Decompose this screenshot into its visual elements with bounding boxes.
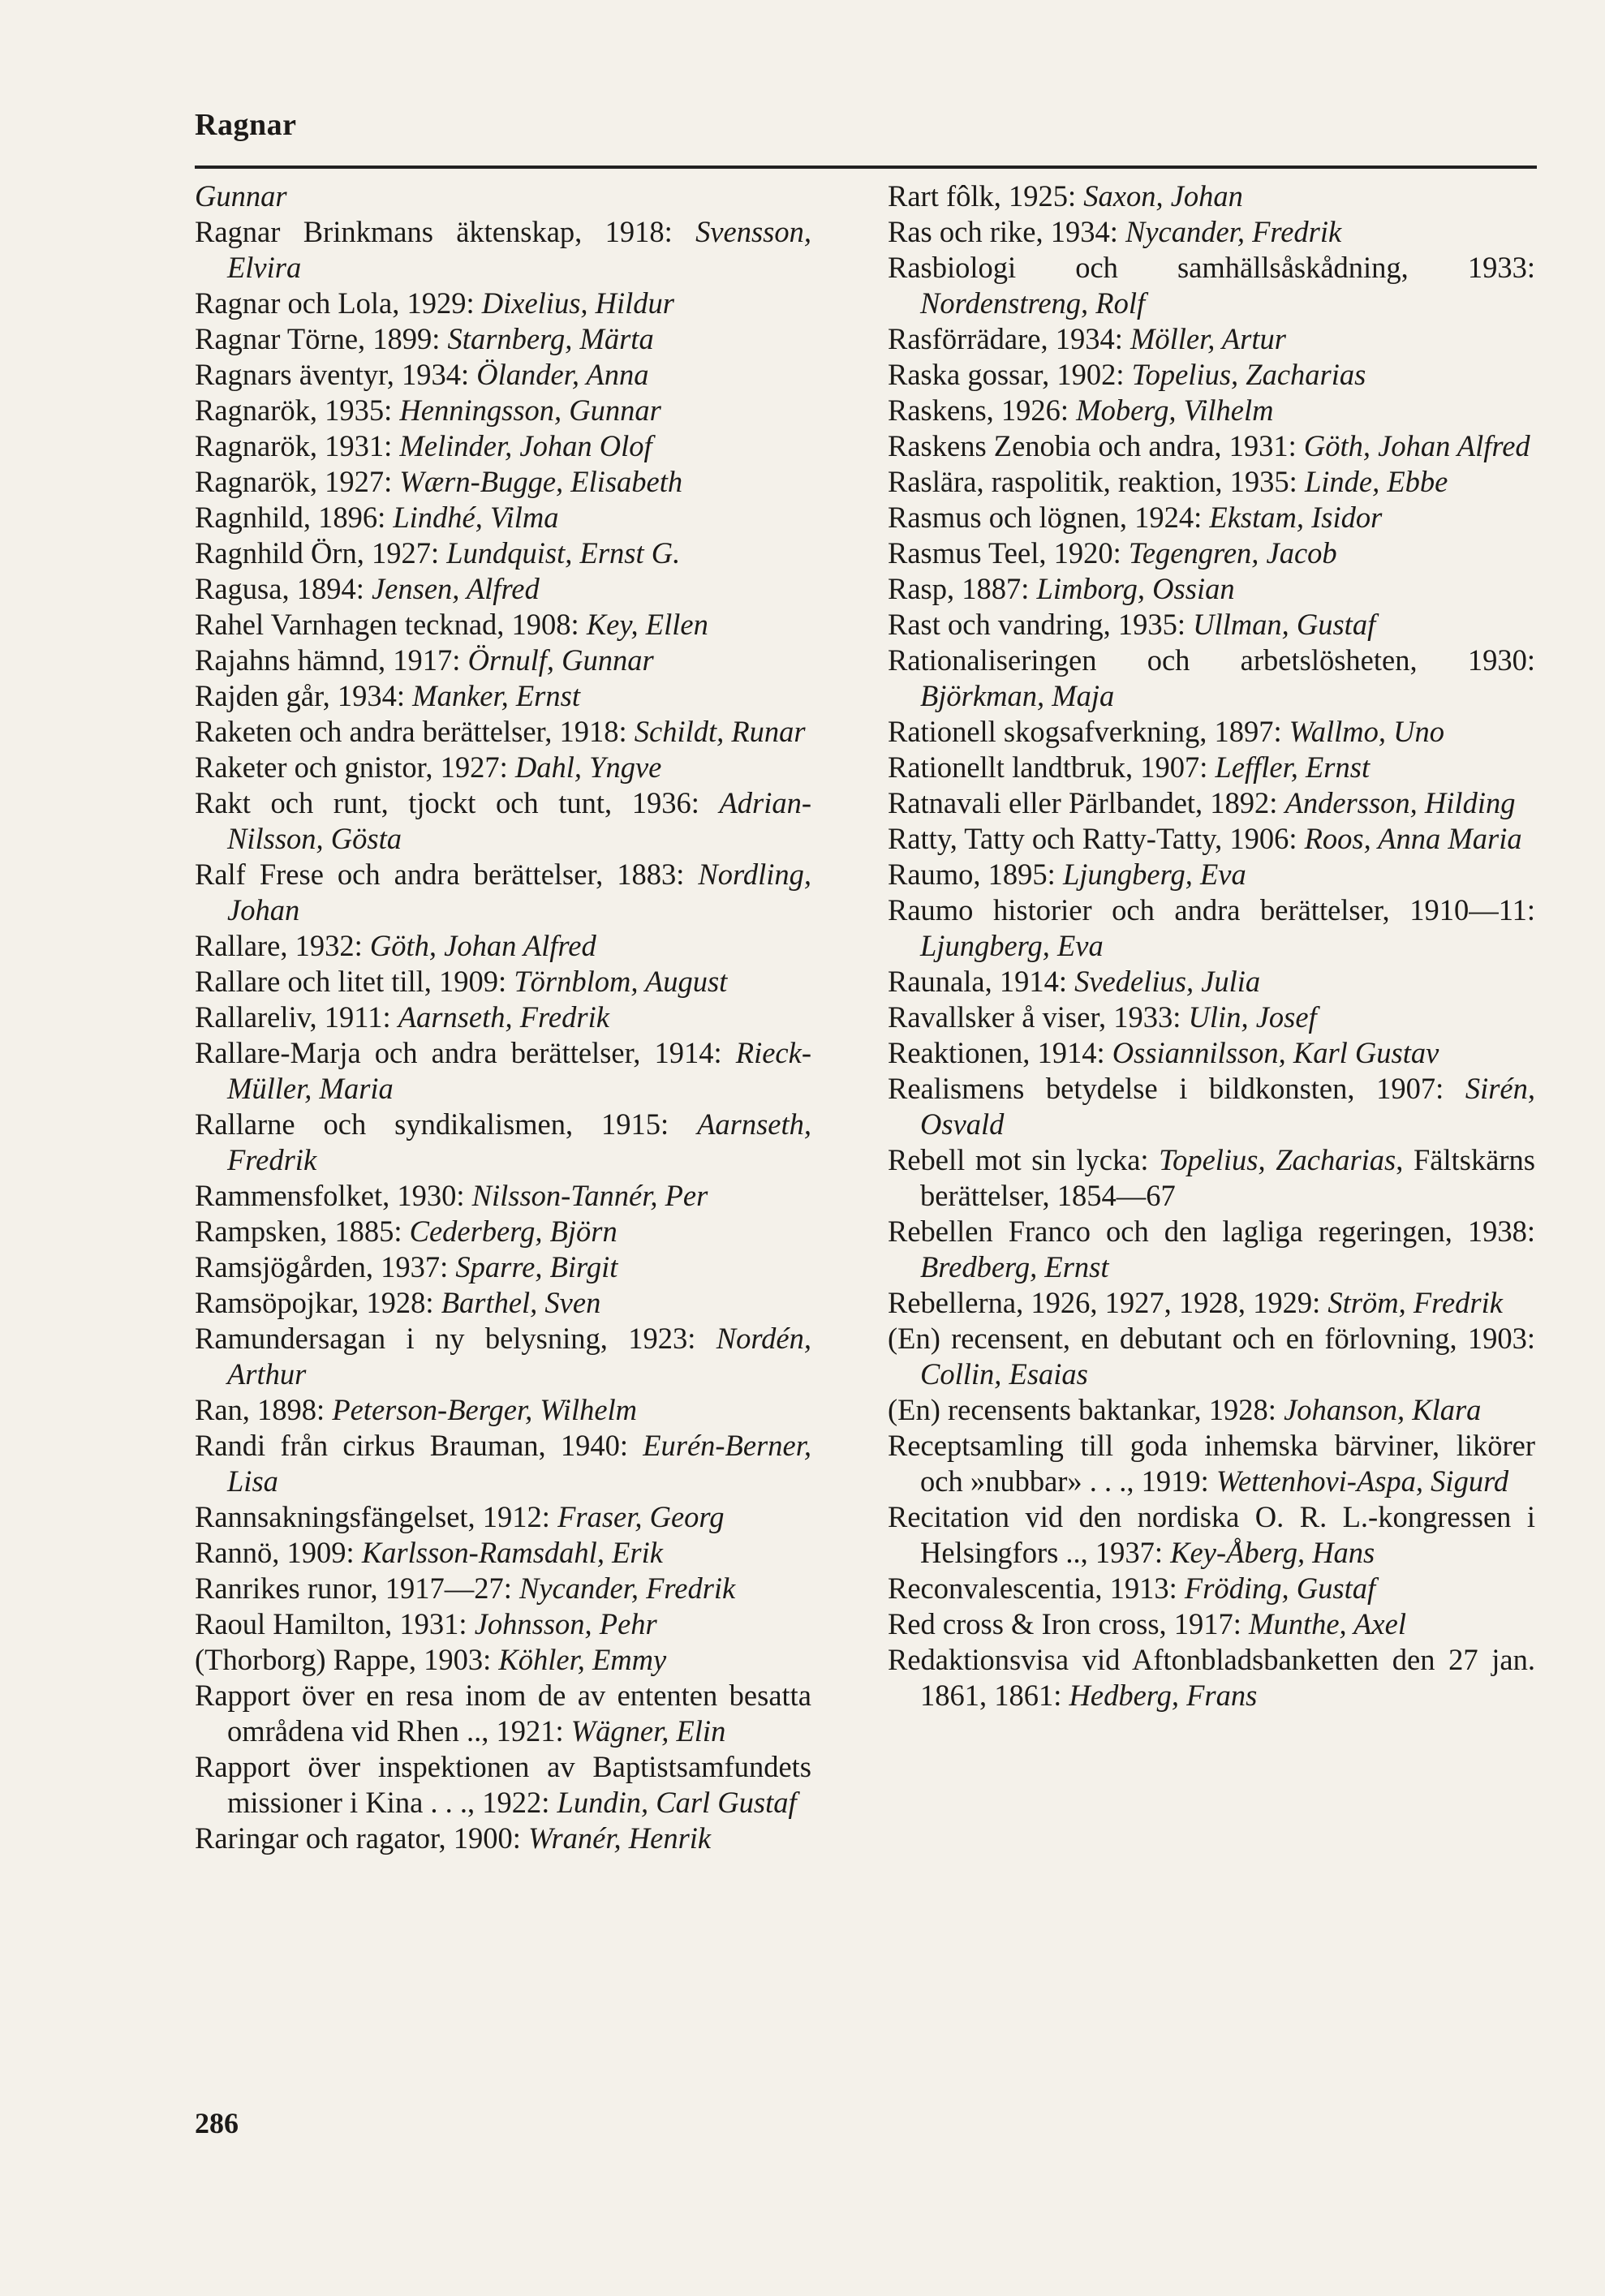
catalog-entry <box>195 1321 811 1392</box>
entry-title: Receptsamling till goda inhemska bärviner, likörer och »nubbar» . . ., 1919: <box>888 1429 1535 1498</box>
entry-title: Rasp, 1887: <box>888 572 1037 605</box>
entry-author: Ölander, Anna <box>476 358 649 391</box>
entry-title: Rasmus och lögnen, 1924: <box>888 501 1210 534</box>
catalog-entry <box>195 1606 811 1642</box>
entry-title: Ramsöpojkar, 1928: <box>195 1286 441 1319</box>
catalog-entry <box>195 1392 811 1428</box>
entry-author: Rieck-Müller, Maria <box>227 1036 811 1105</box>
entry-author: Barthel, Sven <box>441 1286 601 1319</box>
catalog-entry <box>888 1642 1535 1713</box>
entry-title: Rationellt landtbruk, 1907: <box>888 750 1216 784</box>
entry-title: Ratnavali eller Pärlbandet, 1892: <box>888 786 1285 819</box>
catalog-entry <box>195 1035 811 1107</box>
catalog-entry <box>195 1214 811 1249</box>
entry-title: Rakt och runt, tjockt och tunt, 1936: <box>195 786 720 819</box>
catalog-entry <box>195 714 811 750</box>
catalog-entry <box>195 607 811 643</box>
catalog-entry <box>888 1071 1535 1142</box>
catalog-entry <box>195 393 811 428</box>
entry-title: Raketen och andra berättelser, 1918: <box>195 715 635 748</box>
catalog-entry <box>195 750 811 785</box>
catalog-entry <box>195 1642 811 1678</box>
entry-title: Rallare, 1932: <box>195 929 370 962</box>
entry-title: Ramsjögården, 1937: <box>195 1250 456 1283</box>
entry-author: Jensen, Alfred <box>371 572 540 605</box>
entry-title: Ragnhild Örn, 1927: <box>195 536 447 570</box>
entry-author: Munthe, Axel <box>1249 1607 1406 1640</box>
catalog-entry <box>888 178 1535 214</box>
catalog-entry <box>888 892 1535 964</box>
catalog-entry <box>195 1249 811 1285</box>
entry-title: Redaktionsvisa vid Aftonbladsbanketten den 27 jan. 1861, 1861: <box>888 1643 1535 1712</box>
entry-title: Recitation vid den nordiska O. R. L.-kongressen i Helsingfors .., 1937: <box>888 1500 1535 1569</box>
entry-title: Rallareliv, 1911: <box>195 1000 398 1034</box>
entry-author: Sparre, Birgit <box>455 1250 618 1283</box>
catalog-entry <box>195 464 811 500</box>
entry-author: Nordenstreng, Rolf <box>920 286 1146 320</box>
catalog-entry <box>888 1035 1535 1071</box>
catalog-entry <box>195 500 811 535</box>
entry-title: Rapport över inspektionen av Baptistsamfundets missioner i Kina . . ., 1922: <box>195 1750 811 1819</box>
entry-author: Linde, Ebbe <box>1304 465 1448 498</box>
entry-author: Johanson, Klara <box>1284 1393 1482 1426</box>
entry-title: Ralf Frese och andra berättelser, 1883: <box>195 858 699 891</box>
catalog-entry <box>195 928 811 964</box>
catalog-entry <box>195 1749 811 1821</box>
catalog-entry <box>888 1321 1535 1392</box>
entry-author: Starnberg, Märta <box>447 322 654 355</box>
catalog-entry <box>888 393 1535 428</box>
catalog-entry <box>195 1178 811 1214</box>
entry-author: Göth, Johan Alfred <box>369 929 596 962</box>
entry-title: Rannö, 1909: <box>195 1536 362 1569</box>
entry-author: Svensson, Elvira <box>227 215 811 284</box>
entry-title: Ragnarök, 1931: <box>195 429 400 462</box>
entry-title: Ragnar och Lola, 1929: <box>195 286 482 320</box>
running-head: Ragnar <box>195 108 297 142</box>
entry-title: Ragnar Brinkmans äktenskap, 1918: <box>195 215 696 248</box>
catalog-entry <box>195 571 811 607</box>
entry-author: Wägner, Elin <box>570 1714 726 1748</box>
entry-author: Dixelius, Hildur <box>481 286 674 320</box>
catalog-entry <box>888 321 1535 357</box>
entry-author: Peterson-Berger, Wilhelm <box>332 1393 638 1426</box>
entry-title: Rahel Varnhagen tecknad, 1908: <box>195 608 587 641</box>
catalog-entry <box>888 1392 1535 1428</box>
entry-author: Karlsson-Ramsdahl, Erik <box>361 1536 663 1569</box>
entry-author: Roos, Anna Maria <box>1304 822 1522 855</box>
entry-author: Tegengren, Jacob <box>1128 536 1337 570</box>
catalog-entry <box>195 286 811 321</box>
catalog-entry <box>888 857 1535 892</box>
catalog-entry <box>195 857 811 928</box>
catalog-entry <box>195 1821 811 1856</box>
entry-author: Aarnseth, Fredrik <box>227 1107 811 1176</box>
entry-author: Key, Ellen <box>586 608 708 641</box>
entry-author: Melinder, Johan Olof <box>399 429 652 462</box>
entry-title: Ragnars äventyr, 1934: <box>195 358 477 391</box>
catalog-entry <box>888 714 1535 750</box>
entry-author: Lindhé, Vilma <box>393 501 559 534</box>
entry-title: Ragnar Törne, 1899: <box>195 322 448 355</box>
catalog-entry <box>888 571 1535 607</box>
entry-author: Schildt, Runar <box>634 715 806 748</box>
entry-author: Nordling, Johan <box>227 858 811 927</box>
entry-author: Aarnseth, Fredrik <box>398 1000 609 1034</box>
entry-author: Fraser, Georg <box>557 1500 725 1533</box>
entry-author: Nilsson-Tannér, Per <box>471 1179 708 1212</box>
catalog-entry <box>195 357 811 393</box>
entry-author: Göth, Johan Alfred <box>1303 429 1530 462</box>
entry-author: Ossiannilsson, Karl Gustav <box>1112 1036 1439 1069</box>
entry-author: Limborg, Ossian <box>1036 572 1235 605</box>
entry-title: Rart fôlk, 1925: <box>888 179 1084 213</box>
entry-author: Wallmo, Uno <box>1289 715 1445 748</box>
catalog-entry <box>888 750 1535 785</box>
entry-author: Eurén-Berner, Lisa <box>227 1429 811 1498</box>
entry-suffix: Fältskärns berättelser, 1854—67 <box>920 1143 1536 1212</box>
entry-title: Reconvalescentia, 1913: <box>888 1572 1185 1605</box>
catalog-entry <box>195 964 811 1000</box>
entry-author: Ljungberg, Eva <box>1062 858 1246 891</box>
entry-title: Raska gossar, 1902: <box>888 358 1132 391</box>
entry-title: (Thorborg) Rappe, 1903: <box>195 1643 499 1676</box>
entry-title: Raskens Zenobia och andra, 1931: <box>888 429 1304 462</box>
entry-title: Raringar och ragator, 1900: <box>195 1821 529 1855</box>
catalog-entry <box>888 464 1535 500</box>
catalog-entry <box>888 1428 1535 1499</box>
entry-author: Nordén, Arthur <box>227 1322 811 1391</box>
entry-author: Fröding, Gustaf <box>1184 1572 1376 1605</box>
entry-author: Sirén, Osvald <box>920 1072 1535 1141</box>
entry-author: Svedelius, Julia <box>1074 965 1261 998</box>
entry-title: (En) recensent, en debutant och en förlovning, 1903: <box>888 1322 1535 1355</box>
catalog-entry <box>888 1571 1535 1606</box>
catalog-entry <box>195 785 811 857</box>
entry-author: Andersson, Hilding <box>1284 786 1516 819</box>
entry-author: Adrian-Nilsson, Gösta <box>227 786 811 855</box>
entry-title: Rasförrädare, 1934: <box>888 322 1130 355</box>
entry-title: Rajden går, 1934: <box>195 679 413 712</box>
entry-author: Gunnar <box>195 179 287 213</box>
catalog-entry <box>888 1499 1535 1571</box>
entry-author: Wranér, Henrik <box>528 1821 712 1855</box>
catalog-entry <box>888 500 1535 535</box>
entry-author: Moberg, Vilhelm <box>1076 393 1274 427</box>
entry-title: Ran, 1898: <box>195 1393 333 1426</box>
catalog-entry <box>195 1285 811 1321</box>
catalog-entry <box>195 428 811 464</box>
entry-author: Nycander, Fredrik <box>1125 215 1342 248</box>
entry-author: Saxon, Johan <box>1083 179 1243 213</box>
entry-author: Hedberg, Frans <box>1069 1679 1258 1712</box>
catalog-entry <box>195 1571 811 1606</box>
entry-title: Ranrikes runor, 1917—27: <box>195 1572 519 1605</box>
catalog-entry <box>888 214 1535 250</box>
entry-title: Rast och vandring, 1935: <box>888 608 1194 641</box>
catalog-entry <box>195 321 811 357</box>
catalog-entry <box>195 1107 811 1178</box>
catalog-entry <box>195 178 811 214</box>
catalog-entry <box>195 1000 811 1035</box>
entry-title: Raoul Hamilton, 1931: <box>195 1607 475 1640</box>
entry-author: Törnblom, August <box>514 965 728 998</box>
catalog-entry <box>195 1678 811 1749</box>
catalog-entry <box>195 535 811 571</box>
entry-title: Raslära, raspolitik, reaktion, 1935: <box>888 465 1305 498</box>
entry-author: Ström, Fredrik <box>1327 1286 1503 1319</box>
entry-title: Ragnhild, 1896: <box>195 501 394 534</box>
entry-title: Raketer och gnistor, 1927: <box>195 750 515 784</box>
entry-author: Lundquist, Ernst G. <box>446 536 681 570</box>
entry-title: Rebellen Franco och den lagliga regeringen, 1938: <box>888 1215 1535 1248</box>
entry-author: Wettenhovi-Aspa, Sigurd <box>1216 1464 1509 1498</box>
entry-title: Raunala, 1914: <box>888 965 1075 998</box>
entry-title: Ravallsker å viser, 1933: <box>888 1000 1189 1034</box>
entry-title: Rationaliseringen och arbetslösheten, 1930: <box>888 643 1535 677</box>
entry-title: Ragusa, 1894: <box>195 572 372 605</box>
catalog-entry <box>888 1285 1535 1321</box>
catalog-entry <box>195 1428 811 1499</box>
catalog-entry <box>195 1535 811 1571</box>
entry-author: Key-Åberg, Hans <box>1170 1536 1375 1569</box>
entry-title: Ratty, Tatty och Ratty-Tatty, 1906: <box>888 822 1305 855</box>
catalog-entry <box>888 821 1535 857</box>
entry-title: (En) recensents baktankar, 1928: <box>888 1393 1284 1426</box>
entry-title: Ramundersagan i ny belysning, 1923: <box>195 1322 716 1355</box>
entry-title: Rapport över en resa inom de av ententen besatta områdena vid Rhen .., 1921: <box>195 1679 811 1748</box>
entry-author: Wærn-Bugge, Elisabeth <box>399 465 683 498</box>
entry-author: Nycander, Fredrik <box>519 1572 736 1605</box>
entry-author: Dahl, Yngve <box>514 750 662 784</box>
entry-author: Henningsson, Gunnar <box>399 393 661 427</box>
catalog-entry <box>888 428 1535 464</box>
entry-author: Ulin, Josef <box>1188 1000 1317 1034</box>
entry-author: Lundin, Carl Gustaf <box>557 1786 797 1819</box>
entry-title: Rebell mot sin lycka: <box>888 1143 1160 1176</box>
catalog-entry <box>888 250 1535 321</box>
entry-title: Ragnarök, 1935: <box>195 393 400 427</box>
left-column <box>195 178 811 1856</box>
right-column <box>888 178 1535 1713</box>
catalog-entry <box>888 785 1535 821</box>
entry-title: Realismens betydelse i bildkonsten, 1907: <box>888 1072 1465 1105</box>
page-number: 286 <box>195 2107 239 2139</box>
entry-title: Rasbiologi och samhällsåskådning, 1933: <box>888 251 1535 284</box>
entry-title: Rasmus Teel, 1920: <box>888 536 1129 570</box>
entry-title: Ragnarök, 1927: <box>195 465 400 498</box>
entry-title: Rationell skogsafverkning, 1897: <box>888 715 1289 748</box>
entry-author: Manker, Ernst <box>412 679 580 712</box>
entry-author: Topelius, Zacharias <box>1159 1143 1396 1176</box>
entry-title: Rampsken, 1885: <box>195 1215 410 1248</box>
catalog-entry <box>195 214 811 286</box>
entry-author: Ekstam, Isidor <box>1209 501 1383 534</box>
entry-author: Ullman, Gustaf <box>1193 608 1376 641</box>
entry-title: Raskens, 1926: <box>888 393 1077 427</box>
entry-author: Bredberg, Ernst <box>920 1250 1109 1283</box>
entry-title: Rallarne och syndikalismen, 1915: <box>195 1107 698 1141</box>
entry-title: Reaktionen, 1914: <box>888 1036 1112 1069</box>
entry-title: Rebellerna, 1926, 1927, 1928, 1929: <box>888 1286 1328 1319</box>
entry-title: Rammensfolket, 1930: <box>195 1179 472 1212</box>
catalog-entry: Rebell mot sin lycka: Topelius, Zacharias, Fältskärns berättelser, 1854—67 <box>888 1143 1536 1212</box>
entry-author: Möller, Artur <box>1130 322 1286 355</box>
entry-title: Raumo historier och andra berättelser, 1910—11: <box>888 893 1535 927</box>
catalog-entry <box>888 643 1535 714</box>
entry-author: Cederberg, Björn <box>409 1215 617 1248</box>
catalog-entry <box>888 1000 1535 1035</box>
entry-author: Ljungberg, Eva <box>920 929 1104 962</box>
entry-title: Rallare-Marja och andra berättelser, 1914: <box>195 1036 736 1069</box>
catalog-entry <box>888 964 1535 1000</box>
catalog-entry <box>888 1214 1535 1285</box>
entry-author: Örnulf, Gunnar <box>467 643 654 677</box>
entry-title: Raumo, 1895: <box>888 858 1063 891</box>
entry-author: Johnsson, Pehr <box>474 1607 657 1640</box>
entry-title: Randi från cirkus Brauman, 1940: <box>195 1429 643 1462</box>
entry-author: Topelius, Zacharias <box>1131 358 1366 391</box>
catalog-entry <box>888 357 1535 393</box>
catalog-entry <box>888 535 1535 571</box>
entry-author: Collin, Esaias <box>920 1357 1088 1391</box>
entry-title: Rannsakningsfängelset, 1912: <box>195 1500 558 1533</box>
entry-author: Björkman, Maja <box>920 679 1115 712</box>
entry-author: Leffler, Ernst <box>1215 750 1370 784</box>
catalog-entry <box>888 1606 1535 1642</box>
entry-author: Köhler, Emmy <box>498 1643 667 1676</box>
entry-title: Rajahns hämnd, 1917: <box>195 643 468 677</box>
entry-title: Rallare och litet till, 1909: <box>195 965 514 998</box>
entry-title: Ras och rike, 1934: <box>888 215 1125 248</box>
catalog-entry <box>195 678 811 714</box>
catalog-entry <box>195 1499 811 1535</box>
entry-title: Red cross & Iron cross, 1917: <box>888 1607 1250 1640</box>
catalog-entry <box>888 607 1535 643</box>
catalog-entry <box>195 643 811 678</box>
header-rule <box>195 166 1537 169</box>
